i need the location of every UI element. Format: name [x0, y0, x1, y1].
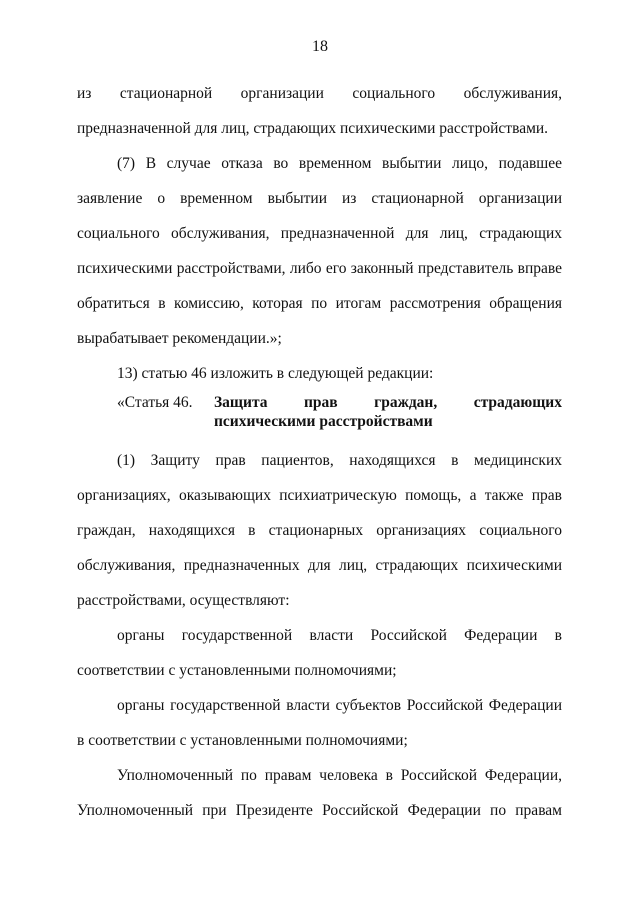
paragraph-article-46-part-1: (1) Защиту прав пациентов, находящихся в медицинских организациях, оказывающих психиатрическую помощь, а также прав граждан, находящихся в стационарных организациях социального обслуживания, предназначенных для лиц, страдающих психическими расстройствами, осуществляют:: [77, 452, 562, 609]
article-heading: [77, 393, 562, 431]
paragraph-federal-authorities: органы государственной власти Российской Федерации в соответствии с установленными полномочиями;: [77, 627, 562, 679]
paragraph-continuation-line1: из стационарной организации социального обслуживания,: [77, 85, 562, 102]
page-number: 18: [312, 38, 328, 55]
paragraph-ombudsman: Уполномоченный по правам человека в Российской Федерации, Уполномоченный при Президенте Российской Федерации по правам: [77, 767, 562, 819]
article-title: Защита прав граждан, страдающих психическими расстройствами: [214, 394, 562, 430]
paragraph-continuation-line2: предназначенной для лиц, страдающих психическими расстройствами.: [77, 120, 549, 137]
document-body: [77, 76, 562, 828]
paragraph-regional-authorities: органы государственной власти субъектов Российской Федерации в соответствии с установленными полномочиями;: [77, 697, 562, 749]
paragraph-refusal: (7) В случае отказа во временном выбытии лицо, подавшее заявление о временном выбытии из стационарной организации социального обслуживания, предназначенной для лиц, страдающих психическими расстройствами, либо его законный представитель вправе обратиться в комиссию, которая по итогам рассмотрения обращения вырабатывает рекомендации.»;: [77, 155, 562, 347]
paragraph-amendment-13: 13) статью 46 изложить в следующей редакции:: [117, 365, 434, 382]
article-label: «Статья 46.: [117, 394, 193, 411]
